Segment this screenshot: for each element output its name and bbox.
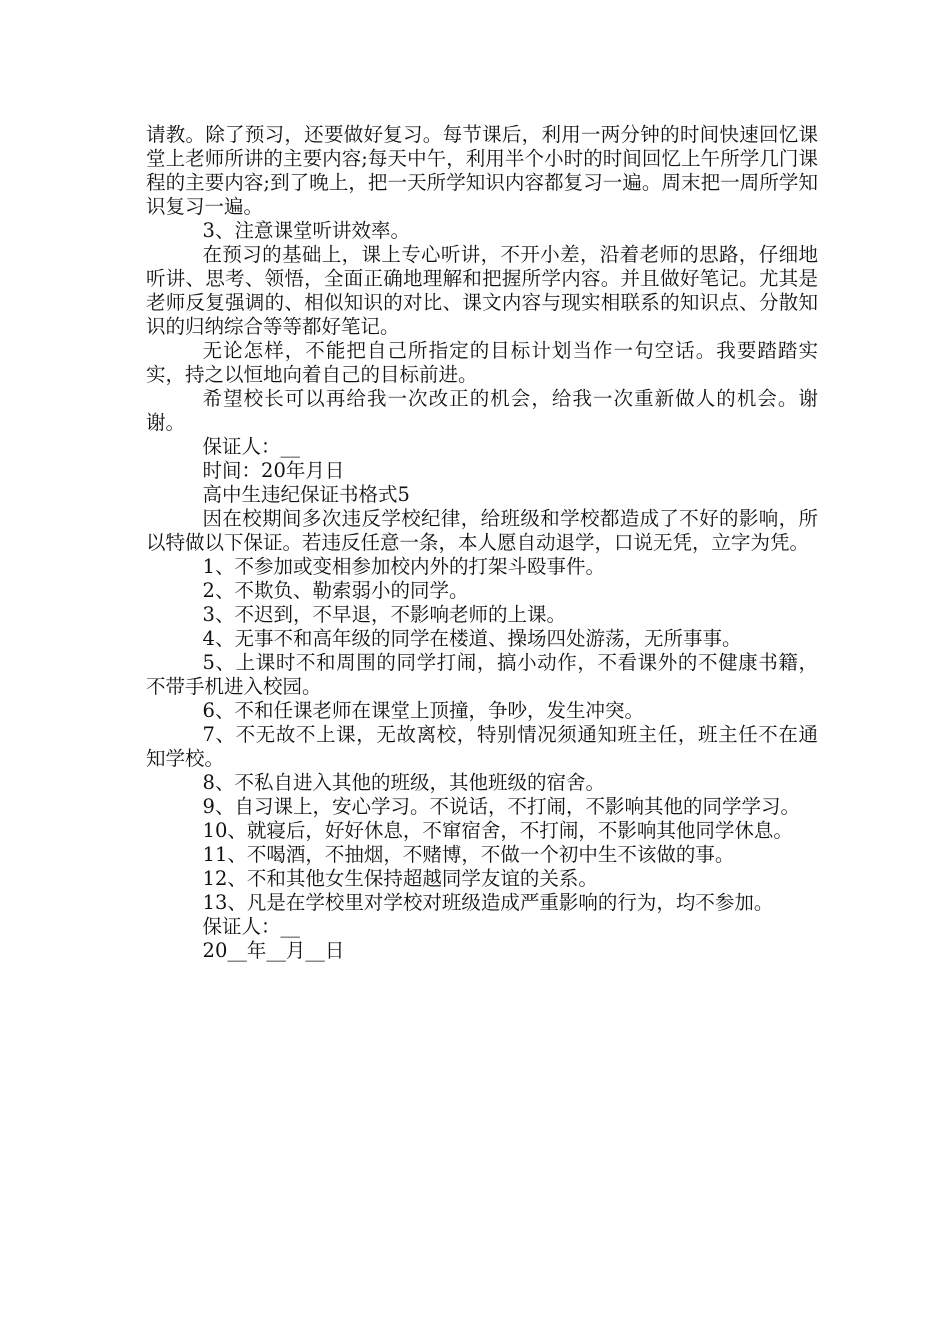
section-title: 高中生违纪保证书格式5 [202, 483, 410, 506]
paragraph-goal: 无论怎样，不能把自己所指定的目标计划当作一句空话。我要踏踏实实，持之以恒地向着自己的目标前进。 [146, 339, 818, 386]
paragraph-request: 希望校长可以再给我一次改正的机会，给我一次重新做人的机会。谢谢。 [146, 387, 818, 434]
guarantor-line: 保证人：__ [202, 435, 301, 458]
guarantor-line-2: 保证人：__ [202, 915, 301, 938]
list-item-13: 13、凡是在学校里对学校对班级造成严重影响的行为，均不参加。 [202, 891, 774, 914]
date-line-2: 20__年__月__日 [202, 939, 345, 962]
list-item-10: 10、就寝后，好好休息，不窜宿舍，不打闹，不影响其他同学休息。 [202, 819, 793, 842]
list-item-9: 9、自习课上，安心学习。不说话，不打闹，不影响其他的同学学习。 [202, 795, 800, 818]
list-item-8: 8、不私自进入其他的班级，其他班级的宿舍。 [202, 771, 605, 794]
list-item-11: 11、不喝酒，不抽烟，不赌博，不做一个初中生不该做的事。 [202, 843, 735, 866]
paragraph-listening: 在预习的基础上，课上专心听讲，不开小差，沿着老师的思路，仔细地听讲、思考、领悟，全面正确地理解和把握所学内容。并且做好笔记。尤其是老师反复强调的、相似知识的对比、课文内容与现实相联系的知识点、分散知识的归纳综合等等都好笔记。 [146, 243, 818, 338]
paragraph-intro: 因在校期间多次违反学校纪律，给班级和学校都造成了不好的影响，所以特做以下保证。若违反任意一条，本人愿自动退学，口说无凭，立字为凭。 [146, 507, 818, 554]
heading-listening-efficiency: 3、注意课堂听讲效率。 [202, 219, 410, 242]
list-item-1: 1、不参加或变相参加校内外的打架斗殴事件。 [202, 555, 605, 578]
list-item-5: 5、上课时不和周围的同学打闹，搞小动作，不看课外的不健康书籍，不带手机进入校园。 [146, 651, 818, 698]
list-item-7: 7、不无故不上课，无故离校，特别情况须通知班主任，班主任不在通知学校。 [146, 723, 818, 770]
list-item-4: 4、无事不和高年级的同学在楼道、操场四处游荡，无所事事。 [202, 627, 742, 650]
document-body [146, 123, 818, 963]
list-item-2: 2、不欺负、勒索弱小的同学。 [202, 579, 469, 602]
date-line: 时间：20年月日 [202, 459, 345, 482]
paragraph-review-method: 请教。除了预习，还要做好复习。每节课后，利用一两分钟的时间快速回忆课堂上老师所讲的主要内容;每天中午，利用半个小时的时间回忆上午所学几门课程的主要内容;到了晚上，把一天所学知识内容都复习一遍。周末把一周所学知识复习一遍。 [146, 123, 818, 218]
list-item-12: 12、不和其他女生保持超越同学友谊的关系。 [202, 867, 598, 890]
list-item-6: 6、不和任课老师在课堂上顶撞，争吵，发生冲突。 [202, 699, 644, 722]
list-item-3: 3、不迟到，不早退，不影响老师的上课。 [202, 603, 566, 626]
